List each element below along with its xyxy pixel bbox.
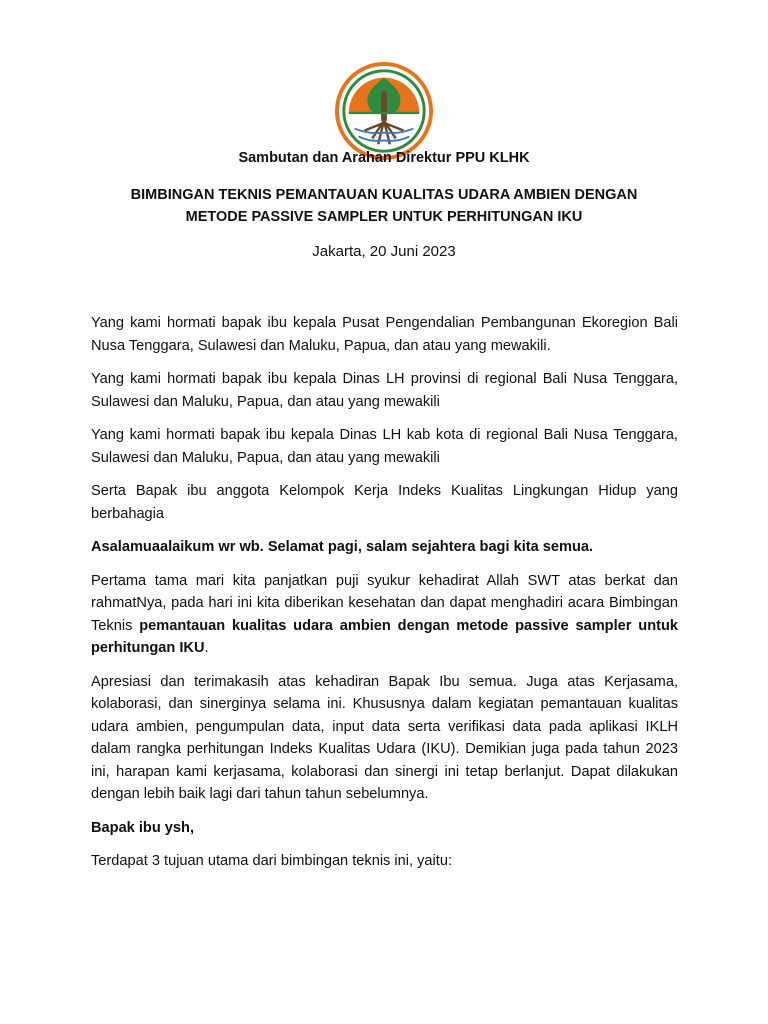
speech-body: [91, 312, 678, 884]
speech-date: Jakarta, 20 Juni 2023: [312, 243, 456, 260]
paragraph-salutation-dlh-provinsi: Yang kami hormati bapak ibu kepala Dinas LH provinsi di regional Bali Nusa Tenggara, Sulawesi dan Maluku, Papua, dan atau yang mewakili: [91, 371, 678, 410]
speech-title-line-2: METODE PASSIVE SAMPLER UNTUK PERHITUNGAN IKU: [185, 209, 583, 225]
gratitude-bold-topic: pemantauan kualitas udara ambien dengan metode passive sampler untuk perhitungan IKU: [91, 617, 678, 656]
paragraph-salutation-dlh-kabkota: Yang kami hormati bapak ibu kepala Dinas LH kab kota di regional Bali Nusa Tenggara, Sulawesi dan Maluku, Papua, dan atau yang mewakili: [91, 427, 678, 466]
paragraph-appreciation: Apresiasi dan terimakasih atas kehadiran Bapak Ibu semua. Juga atas Kerjasama, kolaborasi, dan sinerginya selama ini. Khususnya dalam kegiatan pemantauan kualitas udara ambien, pengumpulan data, input data serta verifikasi data pada aplikasi IKLH dalam rangka perhitungan Indeks Kualitas Udara (IKU). Demikian juga pada tahun 2023 ini, harapan kami kerjasama, kolaborasi dan sinergi ini tetap berlanjut. Dapat dilakukan dengan lebih baik lagi dari tahun tahun sebelumnya.: [91, 673, 678, 802]
speech-title-line-1: BIMBINGAN TEKNIS PEMANTAUAN KUALITAS UDARA AMBIEN DENGAN: [130, 187, 638, 203]
paragraph-salutation-ppe: Yang kami hormati bapak ibu kepala Pusat Pengendalian Pembangunan Ekoregion Bali Nusa Tenggara, Sulawesi dan Maluku, Papua, dan atau yang mewakili.: [91, 315, 678, 354]
gratitude-period: .: [204, 640, 209, 656]
speech-subtitle: Sambutan dan Arahan Direktur PPU KLHK: [238, 150, 530, 166]
klhk-tree-emblem-icon: [335, 62, 433, 160]
paragraph-gratitude: [91, 570, 678, 660]
paragraph-objectives-intro: Terdapat 3 tujuan utama dari bimbingan teknis ini, yaitu:: [91, 853, 453, 869]
gratitude-text: Pertama tama mari kita panjatkan puji syukur kehadirat Allah SWT atas berkat dan rahmatNya, pada hari ini kita diberikan kesehatan dan dapat menghadiri acara Bimbingan Teknis: [91, 572, 678, 634]
paragraph-salutation-pokja: Serta Bapak ibu anggota Kelompok Kerja Indeks Kualitas Lingkungan Hidup yang berbahagia: [91, 483, 678, 522]
paragraph-address: Bapak ibu ysh,: [91, 819, 194, 836]
paragraph-greeting: Asalamuaalaikum wr wb. Selamat pagi, salam sejahtera bagi kita semua.: [91, 539, 594, 555]
speech-title: [60, 184, 708, 228]
